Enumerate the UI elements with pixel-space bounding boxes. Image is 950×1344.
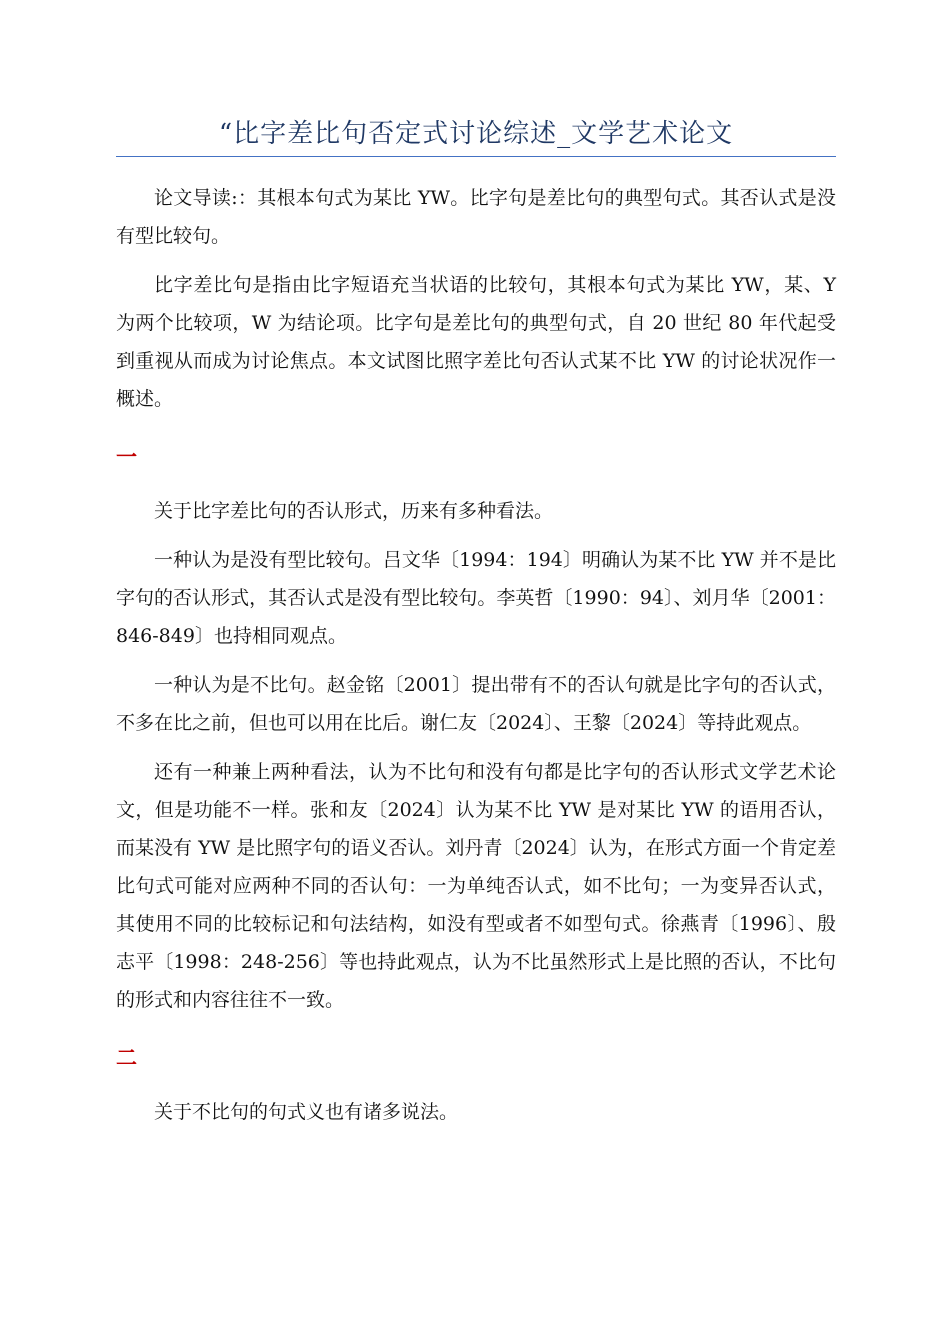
section-one-paragraph-1: 关于比字差比句的否认形式，历来有多种看法。 (154, 500, 554, 522)
section-one-paragraph-3: 一种认为是不比句。赵金铭〔2001〕提出带有不的否认句就是比字句的否认式，不多在比之前，但也可以用在比后。谢仁友〔2024〕、王黎〔2024〕等持此观点。 (116, 674, 836, 734)
section-one-paragraph-2: 一种认为是没有型比较句。吕文华〔1994：194〕明确认为某不比 YW 并不是比字句的否认形式，其否认式是没有型比较句。李英哲〔1990：94〕、刘月华〔2001：846-849〕也持相同观点。 (116, 549, 836, 647)
section-one-paragraph-4: 还有一种兼上两种看法，认为不比句和没有句都是比字句的否认形式文学艺术论文，但是功能不一样。张和友〔2024〕认为某不比 YW 是对某比 YW 的语用否认，而某没有 YW 是比照字句的语义否认。刘丹青〔2024〕认为，在形式方面一个肯定差比句式可能对应两种不同的否认句：一为单纯否认式，如不比句；一为变异否认式，其使用不同的比较标记和句法结构，如没有型或者不如型句式。徐燕青〔1996〕、殷志平〔1998：248-256〕等也持此观点，认为不比虽然形式上是比照的否认，不比句的形式和内容往往不一致。 (116, 761, 836, 1011)
section-heading-two: 二 (116, 1045, 137, 1070)
document-title: “比字差比句否定式讨论综述_文学艺术论文 (116, 116, 836, 157)
document-page (116, 0, 836, 1131)
intro-paragraph-1: 论文导读:：其根本句式为某比 YW。比字句是差比句的典型句式。其否认式是没有型比较句。 (116, 187, 836, 247)
section-heading-one: 一 (116, 444, 137, 469)
intro-paragraph-2: 比字差比句是指由比字短语充当状语的比较句，其根本句式为某比 YW，某、Y 为两个比较项，W 为结论项。比字句是差比句的典型句式，自 20 世纪 80 年代起受到重视从而成为讨论焦点。本文试图比照字差比句否认式某不比 YW 的讨论状况作一概述。 (116, 274, 836, 410)
section-two-paragraph-1: 关于不比句的句式义也有诸多说法。 (154, 1101, 459, 1123)
